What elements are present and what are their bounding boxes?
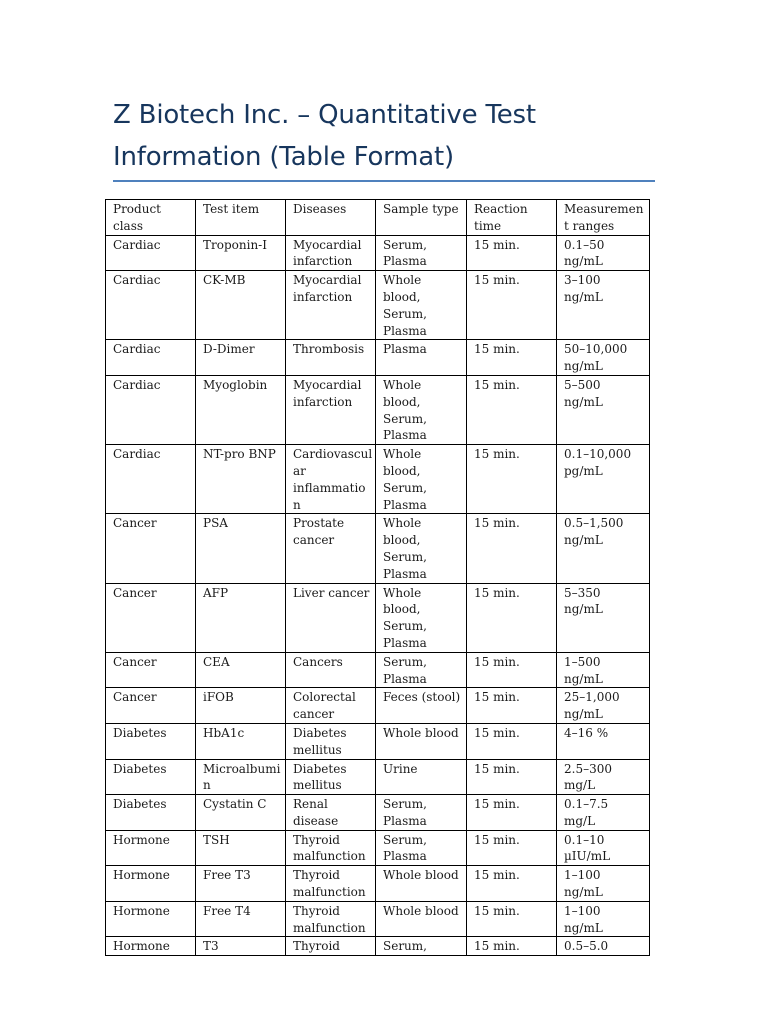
cell-test-item xyxy=(196,901,286,937)
cell-text-line: Plasma xyxy=(383,813,427,828)
cell-text-line: 4–16 % xyxy=(564,725,609,740)
cell-product-class xyxy=(106,583,196,652)
table-row xyxy=(106,652,650,688)
cell-text-line: blood, xyxy=(383,602,421,617)
cell-text-line: NT-pro BNP xyxy=(203,447,276,462)
cell-text-line: 1–100 xyxy=(564,868,601,883)
cell-sample-type xyxy=(376,445,467,514)
cell-text-line: TSH xyxy=(203,832,230,847)
cell-text-line: 0.1–50 xyxy=(564,237,605,252)
cell-text-line: 15 min. xyxy=(474,273,520,288)
table-row xyxy=(106,514,650,583)
cell-text-line: Myocardial xyxy=(293,273,362,288)
cell-reaction-time xyxy=(467,375,557,444)
cell-text-line: Serum, xyxy=(383,832,427,847)
cell-diseases xyxy=(286,759,376,795)
cell-text-line: 15 min. xyxy=(474,342,520,357)
table-row xyxy=(106,759,650,795)
cell-text-line: 3–100 xyxy=(564,273,601,288)
cell-text-line: 15 min. xyxy=(474,654,520,669)
cell-text-line: 50–10,000 xyxy=(564,342,628,357)
cell-text-line: Cancer xyxy=(113,690,157,705)
header-text-line: Measuremen xyxy=(564,202,644,216)
cell-text-line: 15 min. xyxy=(474,903,520,918)
cell-text-line: ng/mL xyxy=(564,885,603,900)
cell-diseases xyxy=(286,271,376,340)
cell-text-line: Whole blood xyxy=(383,868,459,883)
cell-product-class xyxy=(106,723,196,759)
cell-reaction-time xyxy=(467,688,557,724)
cell-text-line: Whole blood xyxy=(383,903,459,918)
cell-product-class xyxy=(106,235,196,271)
column-header-reaction-time xyxy=(467,200,557,236)
cell-test-item xyxy=(196,340,286,376)
cell-text-line: Serum, xyxy=(383,411,427,426)
cell-diseases xyxy=(286,688,376,724)
cell-reaction-time xyxy=(467,901,557,937)
cell-diseases xyxy=(286,235,376,271)
table-row xyxy=(106,830,650,866)
cell-text-line: Thyroid xyxy=(293,903,340,918)
cell-diseases xyxy=(286,583,376,652)
cell-text-line: ng/mL xyxy=(564,289,603,304)
cell-text-line: Plasma xyxy=(383,428,427,443)
cell-text-line: Plasma xyxy=(383,342,427,357)
cell-measurement-range xyxy=(557,759,650,795)
cell-text-line: Diabetes xyxy=(113,797,167,812)
cell-text-line: blood, xyxy=(383,463,421,478)
cell-text-line: Cancer xyxy=(113,654,157,669)
table-body xyxy=(106,235,650,956)
cell-text-line: Thyroid xyxy=(293,832,340,847)
cell-product-class xyxy=(106,445,196,514)
column-header-test-item xyxy=(196,200,286,236)
cell-measurement-range xyxy=(557,688,650,724)
cell-product-class xyxy=(106,688,196,724)
cell-text-line: Cardiac xyxy=(113,342,161,357)
cell-measurement-range xyxy=(557,375,650,444)
cell-text-line: 15 min. xyxy=(474,516,520,531)
page-title xyxy=(113,94,673,178)
cell-text-line: pg/mL xyxy=(564,463,603,478)
cell-test-item xyxy=(196,723,286,759)
cell-text-line: 15 min. xyxy=(474,690,520,705)
cell-text-line: Thyroid xyxy=(293,868,340,883)
cell-sample-type xyxy=(376,375,467,444)
cell-text-line: Whole xyxy=(383,273,422,288)
cell-reaction-time xyxy=(467,235,557,271)
cell-text-line: 15 min. xyxy=(474,585,520,600)
cell-text-line: Diabetes xyxy=(113,725,167,740)
cell-text-line: 5–500 xyxy=(564,377,601,392)
table-header-row xyxy=(106,200,650,236)
cell-text-line: Feces (stool) xyxy=(383,690,461,705)
cell-test-item xyxy=(196,271,286,340)
cell-measurement-range xyxy=(557,830,650,866)
cell-diseases xyxy=(286,937,376,956)
cell-diseases xyxy=(286,652,376,688)
cell-text-line: ng/mL xyxy=(564,394,603,409)
table-row xyxy=(106,937,650,956)
cell-measurement-range xyxy=(557,271,650,340)
cell-text-line: Liver cancer xyxy=(293,585,370,600)
table-row xyxy=(106,688,650,724)
cell-diseases xyxy=(286,866,376,902)
cell-measurement-range xyxy=(557,445,650,514)
cell-text-line: Serum, xyxy=(383,939,427,954)
cell-text-line: n xyxy=(203,778,211,793)
cell-diseases xyxy=(286,514,376,583)
cell-reaction-time xyxy=(467,271,557,340)
cell-sample-type xyxy=(376,583,467,652)
cell-text-line: Cancers xyxy=(293,654,343,669)
cell-diseases xyxy=(286,445,376,514)
cell-product-class xyxy=(106,937,196,956)
cell-product-class xyxy=(106,271,196,340)
cell-test-item xyxy=(196,830,286,866)
cell-text-line: T3 xyxy=(203,939,219,954)
header-text-line: Test item xyxy=(203,202,260,216)
cell-text-line: ng/mL xyxy=(564,359,603,374)
cell-measurement-range xyxy=(557,937,650,956)
cell-text-line: iFOB xyxy=(203,690,234,705)
cell-text-line: ng/mL xyxy=(564,602,603,617)
cell-text-line: Prostate xyxy=(293,516,345,531)
cell-text-line: Plasma xyxy=(383,849,427,864)
cell-text-line: infarction xyxy=(293,394,353,409)
cell-text-line: cancer xyxy=(293,533,335,548)
cell-text-line: HbA1c xyxy=(203,725,245,740)
cell-test-item xyxy=(196,759,286,795)
cell-reaction-time xyxy=(467,514,557,583)
cell-sample-type xyxy=(376,759,467,795)
cell-text-line: inflammatio xyxy=(293,480,366,495)
header-text-line: t ranges xyxy=(564,218,615,233)
cell-product-class xyxy=(106,830,196,866)
cell-text-line: Cardiac xyxy=(113,273,161,288)
cell-text-line: Serum, xyxy=(383,619,427,634)
column-header-sample-type xyxy=(376,200,467,236)
cell-text-line: Hormone xyxy=(113,868,170,883)
cell-text-line: 15 min. xyxy=(474,725,520,740)
cell-text-line: Serum, xyxy=(383,237,427,252)
cell-test-item xyxy=(196,688,286,724)
cell-sample-type xyxy=(376,271,467,340)
cell-sample-type xyxy=(376,514,467,583)
cell-text-line: Urine xyxy=(383,761,418,776)
cell-test-item xyxy=(196,235,286,271)
cell-reaction-time xyxy=(467,830,557,866)
cell-text-line: Plasma xyxy=(383,254,427,269)
cell-product-class xyxy=(106,375,196,444)
cell-text-line: Thrombosis xyxy=(293,342,365,357)
cell-text-line: blood, xyxy=(383,289,421,304)
cell-text-line: D-Dimer xyxy=(203,342,255,357)
cell-text-line: infarction xyxy=(293,289,353,304)
cell-diseases xyxy=(286,723,376,759)
cell-text-line: Serum, xyxy=(383,549,427,564)
cell-text-line: Cardiac xyxy=(113,447,161,462)
cell-text-line: 1–100 xyxy=(564,903,601,918)
cell-sample-type xyxy=(376,795,467,831)
page-title-line: Z Biotech Inc. – Quantitative Test xyxy=(113,100,536,130)
cell-text-line: 15 min. xyxy=(474,797,520,812)
table-row xyxy=(106,901,650,937)
cell-text-line: Myocardial xyxy=(293,377,362,392)
cell-sample-type xyxy=(376,937,467,956)
cell-text-line: mg/L xyxy=(564,778,596,793)
header-text-line: Diseases xyxy=(293,202,347,216)
cell-text-line: Hormone xyxy=(113,832,170,847)
cell-text-line: Plasma xyxy=(383,671,427,686)
cell-text-line: malfunction xyxy=(293,885,366,900)
column-header-product-class xyxy=(106,200,196,236)
cell-text-line: Renal xyxy=(293,797,328,812)
table-row xyxy=(106,583,650,652)
cell-text-line: 0.1–10,000 xyxy=(564,447,632,462)
cell-text-line: Myocardial xyxy=(293,237,362,252)
cell-text-line: Thyroid xyxy=(293,939,340,954)
table-row xyxy=(106,340,650,376)
cell-text-line: 15 min. xyxy=(474,377,520,392)
cell-text-line: Plasma xyxy=(383,635,427,650)
test-info-table xyxy=(105,199,650,956)
cell-diseases xyxy=(286,795,376,831)
cell-measurement-range xyxy=(557,901,650,937)
cell-measurement-range xyxy=(557,235,650,271)
table-row xyxy=(106,375,650,444)
cell-text-line: Whole xyxy=(383,516,422,531)
column-header-diseases xyxy=(286,200,376,236)
cell-text-line: Colorectal xyxy=(293,690,356,705)
table-row xyxy=(106,866,650,902)
cell-reaction-time xyxy=(467,866,557,902)
cell-text-line: Hormone xyxy=(113,939,170,954)
cell-text-line: Cardiac xyxy=(113,377,161,392)
cell-diseases xyxy=(286,340,376,376)
cell-text-line: infarction xyxy=(293,254,353,269)
cell-text-line: ng/mL xyxy=(564,671,603,686)
cell-measurement-range xyxy=(557,514,650,583)
cell-sample-type xyxy=(376,723,467,759)
cell-test-item xyxy=(196,866,286,902)
table-row xyxy=(106,271,650,340)
cell-sample-type xyxy=(376,866,467,902)
cell-text-line: n xyxy=(293,497,301,512)
cell-text-line: Diabetes xyxy=(293,761,347,776)
cell-text-line: ar xyxy=(293,463,306,478)
cell-text-line: Troponin-I xyxy=(203,237,267,252)
cell-measurement-range xyxy=(557,583,650,652)
cell-measurement-range xyxy=(557,652,650,688)
cell-text-line: Serum, xyxy=(383,306,427,321)
cell-product-class xyxy=(106,759,196,795)
cell-text-line: Plasma xyxy=(383,497,427,512)
cell-product-class xyxy=(106,652,196,688)
cell-text-line: 5–350 xyxy=(564,585,601,600)
cell-sample-type xyxy=(376,235,467,271)
cell-text-line: 15 min. xyxy=(474,832,520,847)
cell-sample-type xyxy=(376,830,467,866)
cell-text-line: 25–1,000 xyxy=(564,690,620,705)
cell-text-line: 15 min. xyxy=(474,939,520,954)
title-underline xyxy=(113,180,655,182)
cell-measurement-range xyxy=(557,340,650,376)
cell-test-item xyxy=(196,514,286,583)
cell-sample-type xyxy=(376,901,467,937)
cell-text-line: 15 min. xyxy=(474,447,520,462)
cell-text-line: 0.5–5.0 xyxy=(564,939,609,954)
cell-text-line: blood, xyxy=(383,394,421,409)
cell-product-class xyxy=(106,795,196,831)
cell-text-line: blood, xyxy=(383,533,421,548)
cell-measurement-range xyxy=(557,795,650,831)
cell-text-line: Free T4 xyxy=(203,903,251,918)
cell-reaction-time xyxy=(467,795,557,831)
cell-text-line: mellitus xyxy=(293,778,342,793)
cell-text-line: CK-MB xyxy=(203,273,246,288)
cell-text-line: Myoglobin xyxy=(203,377,268,392)
cell-reaction-time xyxy=(467,759,557,795)
cell-text-line: Hormone xyxy=(113,903,170,918)
cell-test-item xyxy=(196,937,286,956)
table-row xyxy=(106,795,650,831)
cell-product-class xyxy=(106,340,196,376)
page-title-line: Information (Table Format) xyxy=(113,142,454,172)
cell-text-line: Whole xyxy=(383,585,422,600)
cell-text-line: Cardiac xyxy=(113,237,161,252)
cell-text-line: cancer xyxy=(293,707,335,722)
cell-test-item xyxy=(196,445,286,514)
cell-product-class xyxy=(106,901,196,937)
cell-text-line: Serum, xyxy=(383,654,427,669)
cell-text-line: 2.5–300 xyxy=(564,761,612,776)
cell-reaction-time xyxy=(467,340,557,376)
cell-text-line: CEA xyxy=(203,654,230,669)
cell-text-line: 1–500 xyxy=(564,654,601,669)
cell-diseases xyxy=(286,901,376,937)
cell-text-line: Diabetes xyxy=(293,725,347,740)
cell-diseases xyxy=(286,375,376,444)
cell-text-line: malfunction xyxy=(293,920,366,935)
cell-text-line: malfunction xyxy=(293,849,366,864)
header-text-line: Reaction xyxy=(474,202,528,216)
cell-text-line: Microalbumi xyxy=(203,761,281,776)
cell-text-line: 15 min. xyxy=(474,868,520,883)
cell-text-line: ng/mL xyxy=(564,254,603,269)
cell-reaction-time xyxy=(467,937,557,956)
cell-measurement-range xyxy=(557,723,650,759)
cell-text-line: Plasma xyxy=(383,566,427,581)
cell-text-line: 15 min. xyxy=(474,761,520,776)
cell-text-line: ng/mL xyxy=(564,533,603,548)
cell-text-line: ng/mL xyxy=(564,707,603,722)
cell-text-line: Plasma xyxy=(383,323,427,338)
cell-text-line: AFP xyxy=(203,585,229,600)
cell-text-line: Serum, xyxy=(383,797,427,812)
cell-test-item xyxy=(196,795,286,831)
header-text-line: Sample type xyxy=(383,202,459,216)
cell-text-line: Cystatin C xyxy=(203,797,267,812)
cell-text-line: µIU/mL xyxy=(564,849,611,864)
cell-text-line: disease xyxy=(293,813,339,828)
cell-reaction-time xyxy=(467,583,557,652)
cell-sample-type xyxy=(376,340,467,376)
header-text-line: class xyxy=(113,218,144,233)
cell-product-class xyxy=(106,866,196,902)
cell-product-class xyxy=(106,514,196,583)
cell-text-line: mellitus xyxy=(293,742,342,757)
cell-measurement-range xyxy=(557,866,650,902)
cell-text-line: Whole xyxy=(383,447,422,462)
cell-text-line: Diabetes xyxy=(113,761,167,776)
cell-text-line: Cardiovascul xyxy=(293,447,373,462)
header-text-line: Product xyxy=(113,202,161,216)
cell-text-line: 15 min. xyxy=(474,237,520,252)
cell-text-line: Serum, xyxy=(383,480,427,495)
cell-text-line: Whole xyxy=(383,377,422,392)
table-row xyxy=(106,235,650,271)
cell-test-item xyxy=(196,583,286,652)
cell-text-line: 0.1–7.5 xyxy=(564,797,609,812)
cell-text-line: PSA xyxy=(203,516,228,531)
cell-diseases xyxy=(286,830,376,866)
cell-text-line: 0.5–1,500 xyxy=(564,516,624,531)
cell-text-line: Whole blood xyxy=(383,725,459,740)
cell-sample-type xyxy=(376,652,467,688)
cell-text-line: Cancer xyxy=(113,585,157,600)
table-row xyxy=(106,723,650,759)
cell-sample-type xyxy=(376,688,467,724)
cell-text-line: Free T3 xyxy=(203,868,251,883)
cell-reaction-time xyxy=(467,723,557,759)
cell-reaction-time xyxy=(467,445,557,514)
cell-text-line: ng/mL xyxy=(564,920,603,935)
cell-reaction-time xyxy=(467,652,557,688)
cell-test-item xyxy=(196,652,286,688)
cell-text-line: Cancer xyxy=(113,516,157,531)
column-header-measurement-range xyxy=(557,200,650,236)
cell-text-line: mg/L xyxy=(564,813,596,828)
table-row xyxy=(106,445,650,514)
header-text-line: time xyxy=(474,218,502,233)
cell-text-line: 0.1–10 xyxy=(564,832,605,847)
cell-test-item xyxy=(196,375,286,444)
